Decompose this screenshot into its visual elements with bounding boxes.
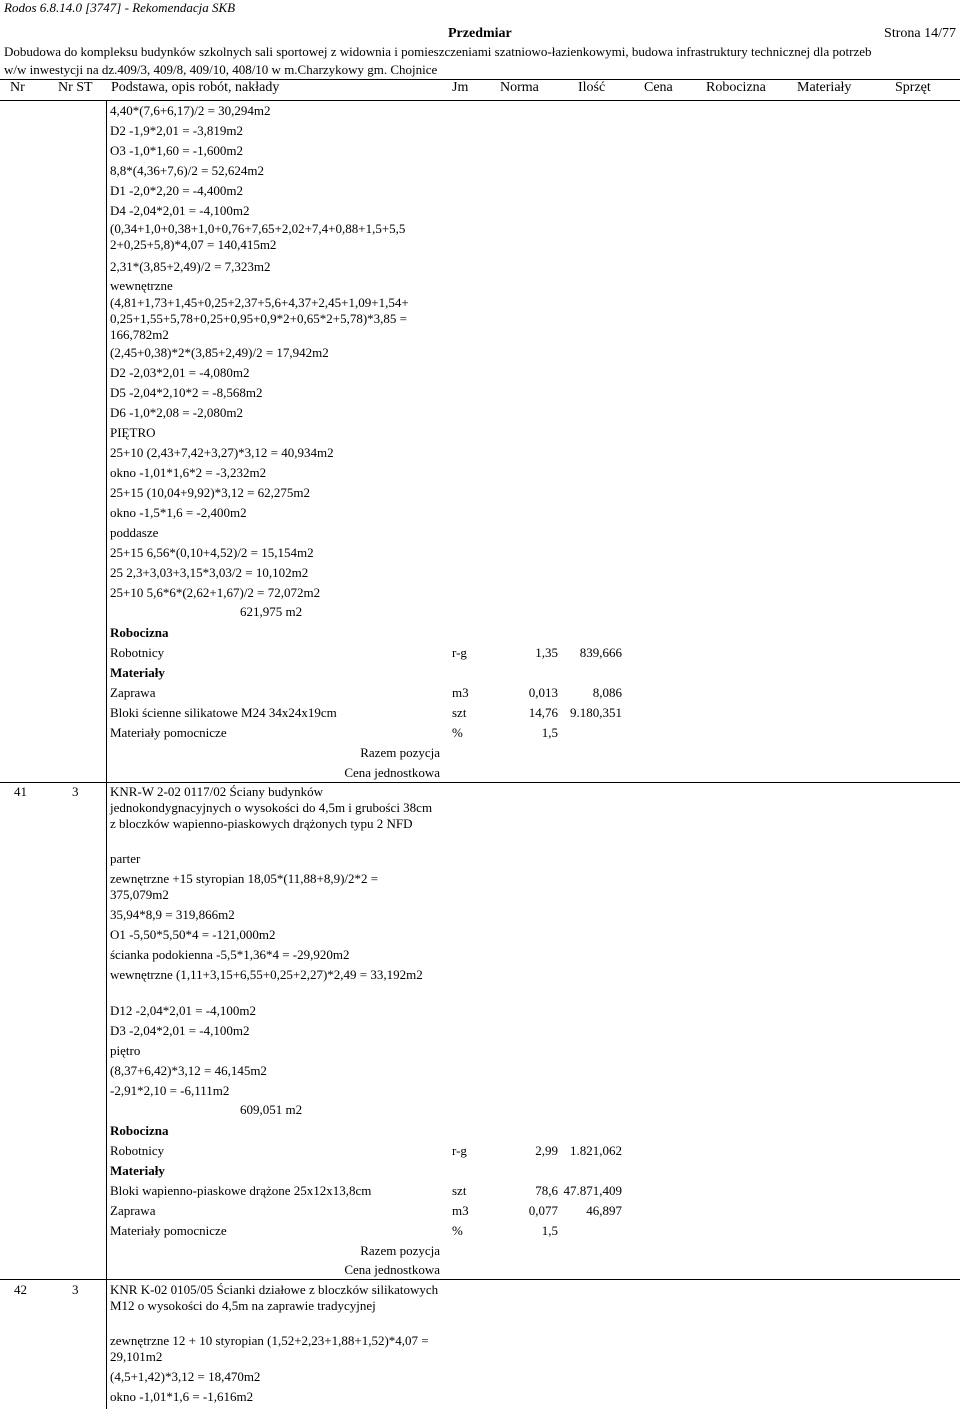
item42-title: KNR K-02 0105/05 Ścianki działowe z bloczków silikatowych M12 o wysokości do 4,5m na zaprawie tradycyjnej — [110, 1282, 439, 1313]
measurement-line: 25+10 (2,43+7,42+3,27)*3,12 = 40,934m2 — [110, 445, 334, 460]
description-column-rule — [106, 100, 107, 1409]
block1-robotnicy-jm: r-g — [452, 645, 467, 660]
material-name: Bloki ścienne silikatowe M24 34x24x19cm — [110, 705, 337, 720]
material-name: Materiały pomocnicze — [110, 1223, 227, 1238]
measurement-line: 25+15 6,56*(0,10+4,52)/2 = 15,154m2 — [110, 545, 314, 560]
col-header-norma: Norma — [500, 80, 539, 95]
measurement-line: D1 -2,0*2,20 = -4,400m2 — [110, 183, 243, 198]
app-title: Rodos 6.8.14.0 [3747] - Rekomendacja SKB — [4, 0, 236, 15]
measurement-line: 8,8*(4,36+7,6)/2 = 52,624m2 — [110, 163, 265, 178]
item41-cena-jednostkowa: Cena jednostkowa — [344, 1262, 440, 1277]
material-norma: 0,077 — [528, 1203, 558, 1218]
header-bottom-rule — [0, 100, 960, 101]
project-description-line2: w/w inwestycji na dz.409/3, 409/8, 409/10, 408/10 w m.Charzykowy gm. Chojnice — [4, 62, 438, 77]
item41-robotnicy: Robotnicy — [110, 1143, 165, 1158]
material-jm: szt — [452, 705, 467, 720]
measurement-line: (8,37+6,42)*3,12 = 46,145m2 — [110, 1063, 267, 1078]
measurement-line: (4,81+1,73+1,45+0,25+2,37+5,6+4,37+2,45+1,09+1,54+ 0,25+1,55+5,78+0,25+0,95+0,9*2+0,65*2+5,78)*3,85 = 166,782m2 — [110, 295, 409, 342]
col-header-sprzet: Sprzęt — [895, 80, 931, 95]
measurement-line: 4,40*(7,6+6,17)/2 = 30,294m2 — [110, 103, 271, 118]
material-norma: 0,013 — [528, 685, 558, 700]
item41-razem-pozycja: Razem pozycja — [360, 1243, 440, 1258]
measurement-line: wewnętrzne — [110, 278, 173, 293]
measurement-line: 2,31*(3,85+2,49)/2 = 7,323m2 — [110, 259, 271, 274]
measurement-line: O3 -1,0*1,60 = -1,600m2 — [110, 143, 243, 158]
block1-robotnicy-ilosc: 839,666 — [579, 645, 622, 660]
measurement-line: D2 -2,03*2,01 = -4,080m2 — [110, 365, 250, 380]
document-title: Przedmiar — [448, 26, 512, 41]
item41-total: 609,051 m2 — [240, 1102, 303, 1117]
item41-robotnicy-norma: 2,99 — [535, 1143, 558, 1158]
measurement-line: 25+15 (10,04+9,92)*3,12 = 62,275m2 — [110, 485, 311, 500]
measurement-line: D2 -1,9*2,01 = -3,819m2 — [110, 123, 243, 138]
measurement-line: okno -1,01*1,6*2 = -3,232m2 — [110, 465, 267, 480]
col-header-description: Podstawa, opis robót, nakłady — [111, 80, 280, 95]
measurement-line: D5 -2,04*2,10*2 = -8,568m2 — [110, 385, 263, 400]
measurement-line: zewnętrzne 12 + 10 styropian (1,52+2,23+1,88+1,52)*4,07 = 29,101m2 — [110, 1333, 429, 1364]
material-jm: m3 — [452, 1203, 469, 1218]
material-ilosc: 46,897 — [586, 1203, 622, 1218]
measurement-line: (0,34+1,0+0,38+1,0+0,76+7,65+2,02+7,4+0,88+1,5+5,5 2+0,25+5,8)*4,07 = 140,415m2 — [110, 221, 406, 252]
item-separator-42 — [0, 1279, 960, 1280]
item41-robotnicy-ilosc: 1.821,062 — [570, 1143, 622, 1158]
measurement-line: -2,91*2,10 = -6,111m2 — [110, 1083, 230, 1098]
measurement-line: poddasze — [110, 525, 159, 540]
col-header-robocizna: Robocizna — [706, 80, 766, 95]
material-norma: 1,5 — [541, 725, 558, 740]
measurement-line: 25+10 5,6*6*(2,62+1,67)/2 = 72,072m2 — [110, 585, 321, 600]
block1-total: 621,975 m2 — [240, 604, 303, 619]
item42-nrst: 3 — [72, 1282, 79, 1297]
measurement-line: zewnętrzne +15 styropian 18,05*(11,88+8,9)/2*2 = 375,079m2 — [110, 871, 379, 902]
material-jm: m3 — [452, 685, 469, 700]
material-jm: % — [452, 1223, 463, 1238]
col-header-nrst: Nr ST — [58, 80, 93, 95]
material-name: Materiały pomocnicze — [110, 725, 227, 740]
item41-nr: 41 — [14, 784, 27, 799]
item41-title: KNR-W 2-02 0117/02 Ściany budynków jednokondygnacyjnych o wysokości do 4,5m i grubości 38cm z bloczków wapienno-piaskowych drążonych typu 2 NFD — [110, 784, 433, 831]
measurement-line: PIĘTRO — [110, 425, 156, 440]
measurement-line: D6 -1,0*2,08 = -2,080m2 — [110, 405, 243, 420]
material-ilosc: 9.180,351 — [570, 705, 622, 720]
measurement-line: okno -1,01*1,6 = -1,616m2 — [110, 1389, 254, 1404]
material-name: Bloki wapienno-piaskowe drążone 25x12x13,8cm — [110, 1183, 372, 1198]
material-name: Zaprawa — [110, 685, 156, 700]
measurement-line: okno -1,5*1,6 = -2,400m2 — [110, 505, 247, 520]
material-name: Zaprawa — [110, 1203, 156, 1218]
col-header-cena: Cena — [644, 80, 673, 95]
item42-nr: 42 — [14, 1282, 27, 1297]
item41-materialy-heading: Materiały — [110, 1163, 165, 1178]
block1-razem-pozycja: Razem pozycja — [360, 745, 440, 760]
measurement-line: (2,45+0,38)*2*(3,85+2,49)/2 = 17,942m2 — [110, 345, 329, 360]
block1-cena-jednostkowa: Cena jednostkowa — [344, 765, 440, 780]
item41-nrst: 3 — [72, 784, 79, 799]
measurement-line: wewnętrzne (1,11+3,15+6,55+0,25+2,27)*2,49 = 33,192m2 — [110, 967, 423, 982]
measurement-line: ścianka podokienna -5,5*1,36*4 = -29,920m2 — [110, 947, 350, 962]
material-norma: 14,76 — [528, 705, 558, 720]
col-header-nr: Nr — [10, 80, 25, 95]
page-number: Strona 14/77 — [884, 26, 956, 41]
material-jm: szt — [452, 1183, 467, 1198]
material-ilosc: 8,086 — [592, 685, 622, 700]
col-header-ilosc: Ilość — [578, 80, 606, 95]
block1-robotnicy: Robotnicy — [110, 645, 165, 660]
measurement-line: D3 -2,04*2,01 = -4,100m2 — [110, 1023, 250, 1038]
measurement-line: 35,94*8,9 = 319,866m2 — [110, 907, 235, 922]
measurement-line: parter — [110, 851, 141, 866]
measurement-line: piętro — [110, 1043, 141, 1058]
item41-robocizna-heading: Robocizna — [110, 1123, 169, 1138]
item-separator-41 — [0, 782, 960, 783]
item41-robotnicy-jm: r-g — [452, 1143, 467, 1158]
col-header-materialy: Materiały — [797, 80, 852, 95]
block1-robocizna-heading: Robocizna — [110, 625, 169, 640]
measurement-line: D12 -2,04*2,01 = -4,100m2 — [110, 1003, 256, 1018]
measurement-line: D4 -2,04*2,01 = -4,100m2 — [110, 203, 250, 218]
col-header-jm: Jm — [452, 80, 469, 95]
material-norma: 78,6 — [535, 1183, 558, 1198]
measurement-line: (4,5+1,42)*3,12 = 18,470m2 — [110, 1369, 261, 1384]
material-ilosc: 47.871,409 — [563, 1183, 622, 1198]
measurement-line: 25 2,3+3,03+3,15*3,03/2 = 10,102m2 — [110, 565, 309, 580]
material-norma: 1,5 — [541, 1223, 558, 1238]
block1-robotnicy-norma: 1,35 — [535, 645, 558, 660]
material-jm: % — [452, 725, 463, 740]
block1-materialy-heading: Materiały — [110, 665, 165, 680]
measurement-line: O1 -5,50*5,50*4 = -121,000m2 — [110, 927, 276, 942]
project-description-line1: Dobudowa do kompleksu budynków szkolnych sali sportowej z widownia i pomieszczeniami szatniowo-łazienkowymi, budowa infrastruktury technicznej dla potrzeb — [4, 44, 872, 59]
